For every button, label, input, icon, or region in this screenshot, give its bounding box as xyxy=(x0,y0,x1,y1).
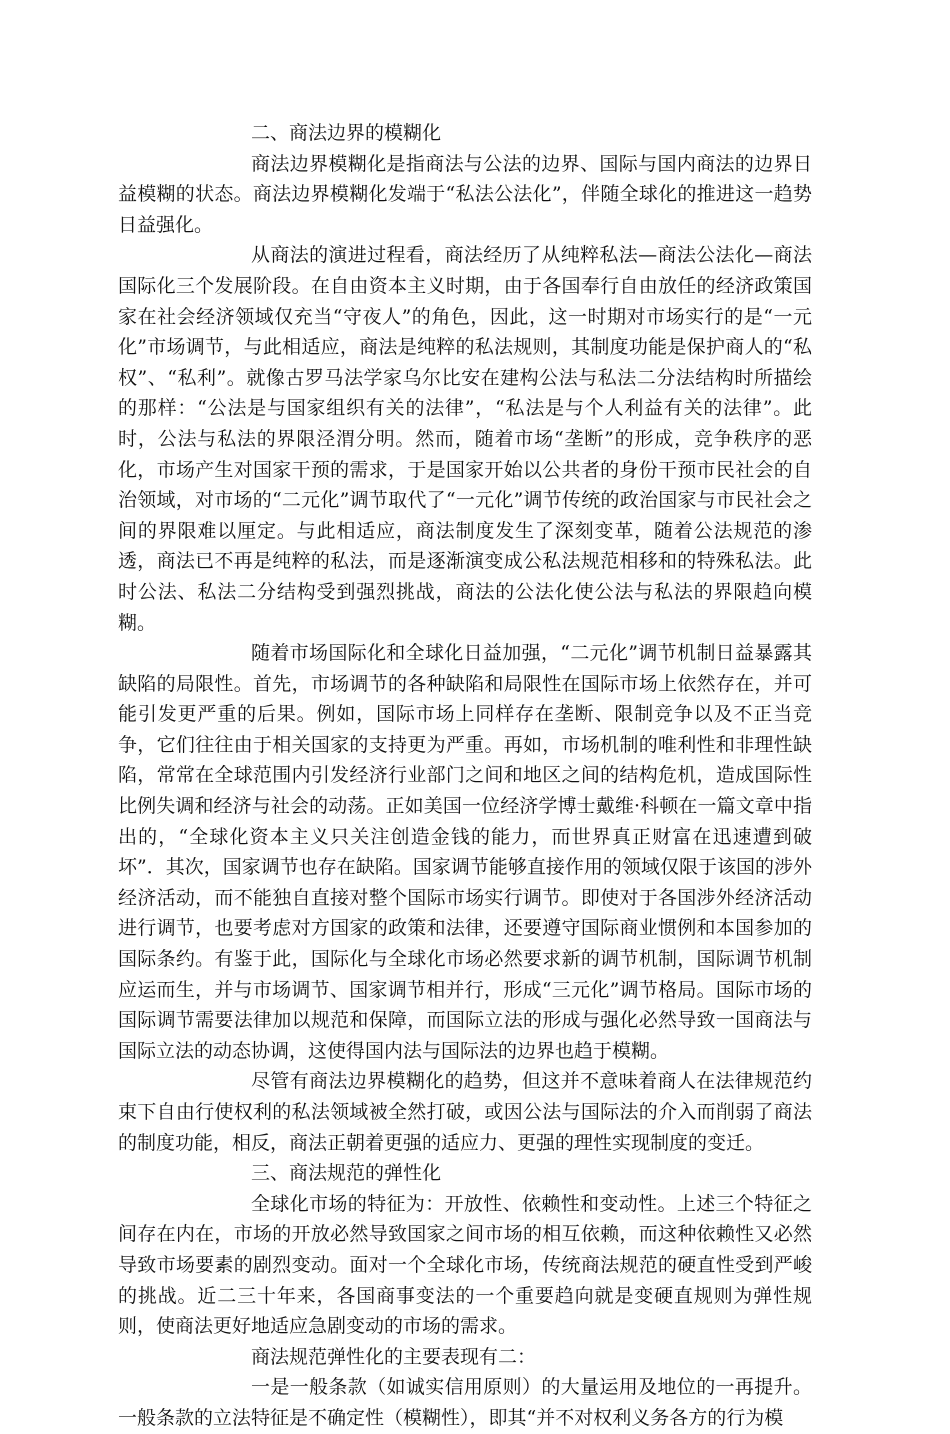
paragraph: 一是一般条款（如诚实信用原则）的大量运用及地位的一再提升。一般条款的立法特征是不确定性（模糊性），即其“并不对权利义务各方的行为模 xyxy=(118,1376,812,1429)
document-body xyxy=(118,118,812,1434)
section-heading-3: 三、商法规范的弹性化 xyxy=(251,1162,442,1185)
paragraph: 从商法的演进过程看，商法经历了从纯粹私法—商法公法化—商法国际化三个发展阶段。在自由资本主义时期，由于各国奉行自由放任的经济政策国家在社会经济领域仅充当“守夜人”的角色，因此，这一时期对市场实行的是“一元化”市场调节，与此相适应，商法是纯粹的私法规则，其制度功能是保护商人的“私权”、“私利”。就像古罗马法学家乌尔比安在建构公法与私法二分法结构时所描绘的那样：“公法是与国家组织有关的法律”，“私法是与个人利益有关的法律”。此时，公法与私法的界限泾渭分明。然而，随着市场“垄断”的形成，竞争秩序的恶化，市场产生对国家干预的需求，于是国家开始以公共者的身份干预市民社会的自治领域，对市场的“二元化”调节取代了“一元化”调节传统的政治国家与市民社会之间的界限难以厘定。与此相适应，商法制度发生了深刻变革，随着公法规范的渗透，商法已不再是纯粹的私法，而是逐渐演变成公私法规范相移和的特殊私法。此时公法、私法二分结构受到强烈挑战，商法的公法化使公法与私法的界限趋向模糊。 xyxy=(118,244,812,634)
paragraph: 尽管有商法边界模糊化的趋势，但这并不意味着商人在法律规范约束下自由行使权利的私法领域被全然打破，或因公法与国际法的介入而削弱了商法的制度功能，相反，商法正朝着更强的适应力、更强的理性实现制度的变迁。 xyxy=(118,1070,812,1154)
section-heading-2: 二、商法边界的模糊化 xyxy=(251,122,442,144)
paragraph: 商法规范弹性化的主要表现有二： xyxy=(251,1345,537,1368)
paragraph: 商法边界模糊化是指商法与公法的边界、国际与国内商法的边界日益模糊的状态。商法边界模糊化发端于“私法公法化”，伴随全球化的推进这一趋势日益强化。 xyxy=(118,152,812,236)
paragraph: 随着市场国际化和全球化日益加强，“二元化”调节机制日益暴露其缺陷的局限性。首先，市场调节的各种缺陷和局限性在国际市场上依然存在，并可能引发更严重的后果。例如，国际市场上同样存在垄断、限制竞争以及不正当竞争，它们往往由于相关国家的支持更为严重。再如，市场机制的唯利性和非理性缺陷，常常在全球范围内引发经济行业部门之间和地区之间的结构危机，造成国际性比例失调和经济与社会的动荡。正如美国一位经济学博士戴维·科顿在一篇文章中指出的，“全球化资本主义只关注创造金钱的能力，而世界真正财富在迅速遭到破坏”．其次，国家调节也存在缺陷。国家调节能够直接作用的领域仅限于该国的涉外经济活动，而不能独自直接对整个国际市场实行调节。即使对于各国涉外经济活动进行调节，也要考虑对方国家的政策和法律，还要遵守国际商业惯例和本国参加的国际条约。有鉴于此，国际化与全球化市场必然要求新的调节机制，国际调节机制应运而生，并与市场调节、国家调节相并行，形成“三元化”调节格局。国际市场的国际调节需要法律加以规范和保障，而国际立法的形成与强化必然导致一国商法与国际立法的动态协调，这使得国内法与国际法的边界也趋于模糊。 xyxy=(118,642,812,1062)
paragraph: 全球化市场的特征为：开放性、依赖性和变动性。上述三个特征之间存在内在，市场的开放必然导致国家之间市场的相互依赖，而这种依赖性又必然导致市场要素的剧烈变动。面对一个全球化市场，传统商法规范的硬直性受到严峻的挑战。近二三十年来，各国商事变法的一个重要趋向就是变硬直规则为弹性规则，使商法更好地适应急剧变动的市场的需求。 xyxy=(118,1192,812,1338)
